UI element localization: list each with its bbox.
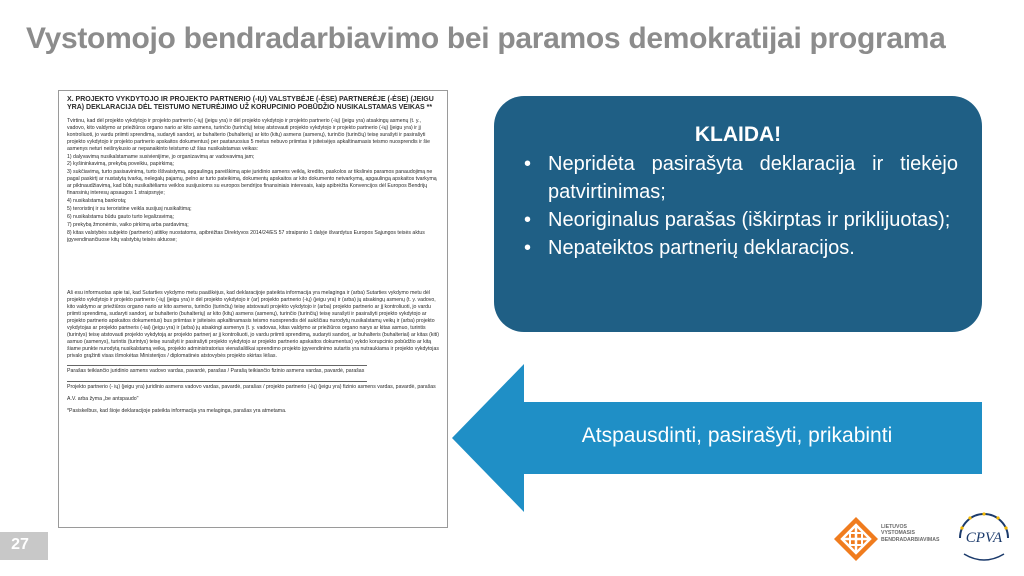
- document-paragraph: Tvirtinu, kad dėl projekto vykdytojo ir projekto partnerio (-ių) (jeigu yra) ir dėl projekto vykdytojo ir projekto partnerio (-ių) (jeigu yra) atsakingų asmenų (t. y., vadovo, kito valdymo ar priežiūros organo nario ar kito asmens, turinčio (turinčių) teisę atstovauti projekto vykdytojo ir projekto partnerio (-ių) (jeigu yra) ir jį kontroliuoti, jo vardu priimti sprendimą, sudaryti sandorį, ar buhalterio (buhalterių) ar kito (kitų) asmens (asmenų), turinčio (turinčių) teisę surašyti ir pasirašyti projekto vykdytojo ir projekto partnerio apskaitos dokumentus) per pastaruosius 5 metus nebuvo priimtas ir įsiteisėjęs apkaltinamasis teismo nuosprendis ir šie asmenys neturi neišnykusio ar nepanaikinto teistumo už šias nusikalstamas veikas:: [67, 118, 431, 152]
- arrow-label: Atspausdinti, pasirašyti, prikabinti: [581, 424, 893, 447]
- error-item: • Nepridėta pasirašyta deklaracija ir tiekėjo patvirtinimas;: [518, 150, 958, 206]
- cpva-logo: [952, 508, 1016, 570]
- document-spacer: [67, 244, 439, 290]
- document-paragraph: 2) kyšininkavimą, prekybą poveikiu, papirkimą;: [67, 161, 174, 168]
- error-item: • Neoriginalus parašas (iškirptas ir priklijuotas);: [518, 206, 958, 234]
- document-paragraph: 7) prekybą žmonėmis, vaiko pirkimą arba pardavimą;: [67, 221, 189, 228]
- signature-caption: Projekto partnerio (- ių) (jeigu yra) juridinio asmens vadovo vardas, pavardė, parašas / projekto partnerio (-ių) (jeigu yra) fizinio asmens vardas, pavardė, parašas: [67, 384, 436, 391]
- slide-title: Vystomojo bendradarbiavimo bei paramos demokratijai programa: [26, 22, 946, 55]
- document-paragraph: 3) sukčiavimą, turto pasisavinimą, turto iššvaistymą, apgaulingą pareiškimą apie juridinio asmens veiklą, kredito, paskolos ar tikslinės paramos panaudojimą ne pagal paskirtį ar nustatytą tvarką, nelegalų pajamų, pelno ar turto pateikimą, dokumentų apskaitos ar kito dokumento netvarkymą, apgaulingą apskaitos tvarkymą ar piktnaudžiavimą, kad būtų nusikaltėliams veiklos susijusioms su europos bendrijos finansiniais interesais, kaip apibrėžta Konvencijos dėl Europos Bendrijų finansinių interesų apsaugos 1 straipsnyje;: [67, 169, 437, 197]
- signature-caption: Parašas teikiančio juridinio asmens vadovo vardas, pavardė, parašas / Parašą teikiančio fizinio asmens vardas, pavardė, parašas: [67, 368, 365, 375]
- document-title: X. PROJEKTO VYKDYTOJO IR PROJEKTO PARTNERIO (-IŲ) VALSTYBĖJE (-ĖSE) PARTNERĖJE (-ĖSE) (JEIGU YRA) DEKLARACIJA DĖL TEISTUMO NETURĖJIMO UŽ KORUPCINIO POBŪDŽIO NUSIKALSTAMAS VEIKAS **: [67, 96, 434, 111]
- lvb-logo: [833, 516, 943, 566]
- lvb-text-line: LIETUVOS: [881, 524, 907, 530]
- error-list: [518, 150, 958, 262]
- document-paragraph: 8) kitas valstybės subjekto (partnerio) atitikę nuostatoms, apibrėžtas Direktyvos 2014/24/ES 57 straipsnio 1 dalyje išvardytus Europos Sąjungos teisės aktus įgyvendinančiuose kitų valstybių teisės aktuose;: [67, 229, 425, 243]
- left-arrow-callout: [452, 364, 982, 512]
- cpva-logo-text: CPVA: [965, 530, 1003, 546]
- document-paragraph: Aš esu informuotas apie tai, kad Sutarties vykdymo metu paaiškėjus, kad deklaracijoje pateikta informacija yra melaginga ir (arba) Sutarties vykdymo metu dėl projekto vykdytojo ir projekto partnerio (-ių) (jeigu yra) ir dėl projekto vykdytojo ir (ar) projekto partnerio (-ių) (jeigu yra) ir (arba) jų atsakingų asmenų (t. y. vadovo, kito valdymo ar priežiūros organo nario ar kito asmens, turinčio (turinčių) teisę atstovauti projekto vykdytojo ir (arba) projekto partnerio ar jį kontroliuoti, jo vardu priimti sprendimą, sudaryti sandorį, ar buhalterio (buhalterių) ar kito (kitų) asmens (asmenų), turinčio (turinčių) teisę surašyti ir pasirašyti projekto vykdytojo ar projekto partnerio apskaitos dokumentus) bus priimtas ir įsiteisės apkaltinamasis teismo nuosprendis dėl aukščiau nurodytų nusikalstamų veikų ir (arba) projekto vykdytojas ar projekto partneris (-iai) (jeigu yra) ir (arba) jų atsakingi asmenys (t. y. vadovas, kitas valdymo ar priežiūros organo narys ar kitas asmuo, turintis (turintys) teisę atstovauti projekto vykdytoją ar projekto partnerį ar jį kontroliuoti, jo vardu priimti sprendimą, sudaryti sandorį, ar buhalteris (buhalteriai) ar kitas (kiti) asmuo (asmenys), turintis (turintys) teisę surašyti ir pasirašyti projekto vykdytojo ar projekto partnerio apskaitos dokumentus) vykdo korupcinio pobūdžio ar kitą šiame punkte nurodytą nusikalstamą veiką, projekto administratorius vienašališkai sprendimo projekto įgyvendinimo sutartis yra nutraukiama ir projekto vykdytojas privalo grąžinti visas išmokėtas Ministerijos / diplomatinės atstovybės projekto skirtas lėšas.: [67, 290, 439, 359]
- error-item: • Nepateiktos partnerių deklaracijos.: [518, 234, 958, 262]
- lvb-text-line: BENDRADARBIAVIMAS: [881, 536, 940, 543]
- document-paragraph: 5) teroristinį ir su teroristine veikla susijusį nusikaltimą;: [67, 205, 192, 212]
- page-number: 27: [11, 536, 29, 553]
- document-paragraph: 4) nusikalstamą bankrotą;: [67, 197, 127, 204]
- document-footnote: *Pasiskelbus, kad šioje deklaracijoje pateikta informacija yra melaginga, parašas yra atmetama.: [67, 408, 287, 415]
- signature-line: [67, 381, 367, 382]
- lvb-text-line: VYSTOMASIS: [881, 530, 915, 537]
- document-paragraph: 6) nusikalstamu būdu gauto turto legalizavimą;: [67, 213, 174, 220]
- page-number-box: [0, 532, 48, 560]
- error-title: KLAIDA!: [694, 123, 782, 146]
- document-paragraph: 1) dalyvavimą nusikalstamame susivienijime, jo organizavimą ar vadovavimą jam;: [67, 153, 255, 160]
- lvb-emblem-icon: [833, 516, 879, 562]
- declaration-document: [58, 90, 448, 528]
- signature-line: [67, 365, 367, 366]
- stamp-note: A.V. arba žyma „be antspaudo": [67, 396, 139, 403]
- error-callout: [494, 96, 982, 332]
- lvb-logo-text: [881, 524, 939, 543]
